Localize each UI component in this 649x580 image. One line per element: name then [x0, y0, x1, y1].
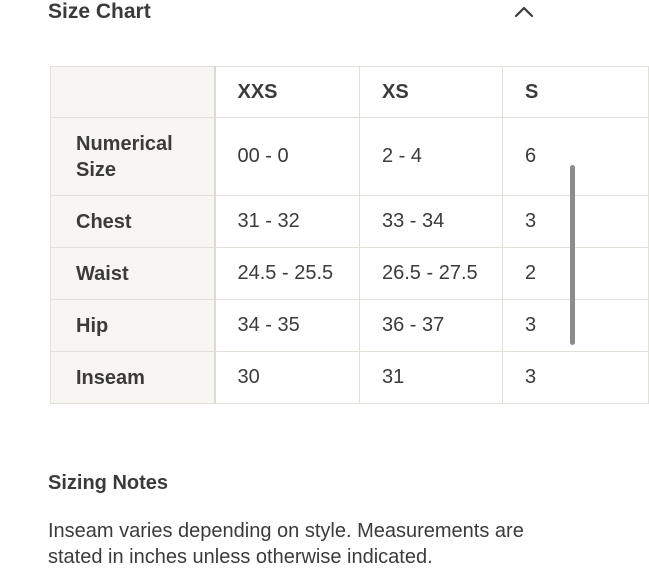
column-header: S — [503, 67, 649, 118]
table-corner-cell — [51, 67, 215, 118]
table-row — [51, 248, 649, 300]
table-cell: 31 — [360, 352, 503, 404]
table-cell: 24.5 - 25.5 — [215, 248, 360, 300]
table-row — [51, 196, 649, 248]
table-header-row — [51, 67, 649, 118]
table-cell: 2 - 4 — [360, 118, 503, 196]
row-label: Numerical Size — [51, 118, 215, 196]
table-cell: 3 — [503, 300, 649, 352]
table-cell: 26.5 - 27.5 — [360, 248, 503, 300]
row-label: Hip — [51, 300, 215, 352]
section-title: Size Chart — [48, 0, 151, 23]
size-table-scroll-area[interactable] — [50, 66, 539, 406]
table-cell: 3 — [503, 196, 649, 248]
size-chart-accordion-header[interactable] — [48, 0, 538, 30]
row-label: Waist — [51, 248, 215, 300]
table-row — [51, 300, 649, 352]
table-cell: 34 - 35 — [215, 300, 360, 352]
table-row — [51, 118, 649, 196]
row-label: Inseam — [51, 352, 215, 404]
page-scrollbar[interactable] — [570, 165, 575, 345]
row-label: Chest — [51, 196, 215, 248]
table-cell: 00 - 0 — [215, 118, 360, 196]
column-header: XS — [360, 67, 503, 118]
table-cell: 31 - 32 — [215, 196, 360, 248]
table-cell: 30 — [215, 352, 360, 404]
column-header: XXS — [215, 67, 360, 118]
sizing-notes-body: Inseam varies depending on style. Measurements are stated in inches unless otherwise indicated. — [48, 520, 524, 568]
sizing-notes-title: Sizing Notes — [48, 472, 169, 494]
table-cell: 2 — [503, 248, 649, 300]
table-cell: 3 — [503, 352, 649, 404]
table-cell: 6 — [503, 118, 649, 196]
table-cell: 33 - 34 — [360, 196, 503, 248]
table-row — [51, 352, 649, 404]
size-table — [50, 66, 649, 404]
table-cell: 36 - 37 — [360, 300, 503, 352]
chevron-up-icon[interactable] — [510, 0, 538, 26]
